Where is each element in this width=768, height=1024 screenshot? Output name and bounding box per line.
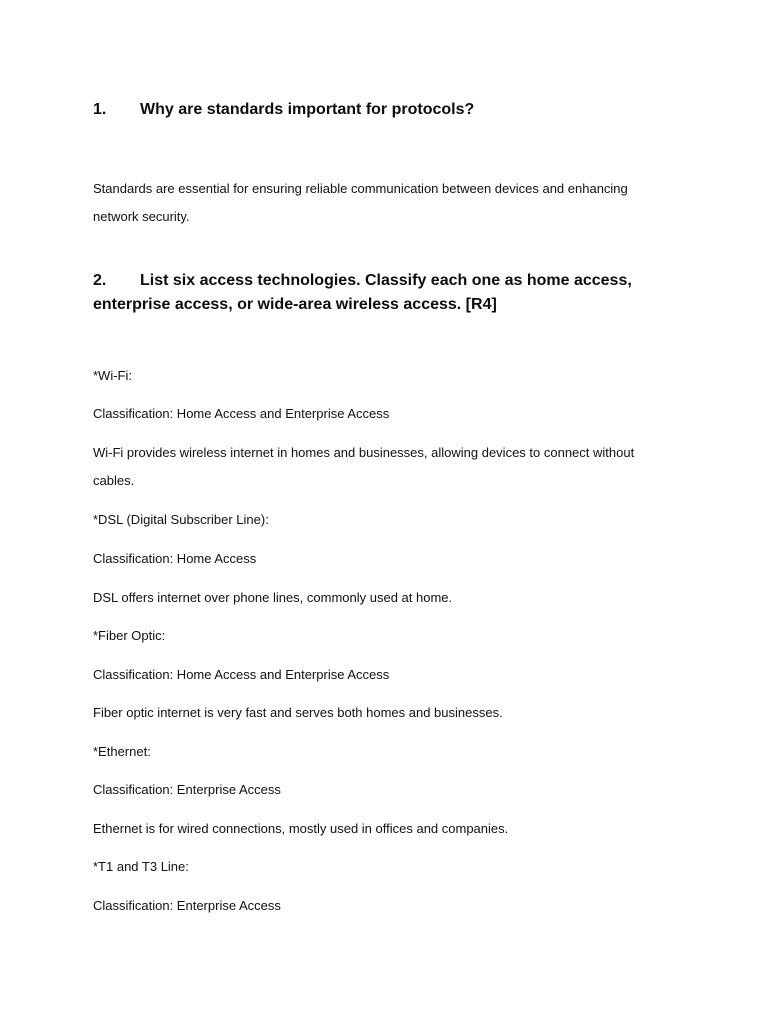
item-dsl-name: *DSL (Digital Subscriber Line):	[93, 512, 269, 527]
item-wifi-classification: Classification: Home Access and Enterprise Access	[93, 406, 390, 421]
item-wifi-description-line-2: cables.	[93, 473, 135, 488]
item-ethernet-description: Ethernet is for wired connections, mostly used in offices and companies.	[93, 821, 509, 836]
answer-1-line-2: network security.	[93, 209, 190, 224]
question-1-heading	[93, 98, 693, 122]
item-t1-t3-name: *T1 and T3 Line:	[93, 859, 189, 874]
item-fiber-classification: Classification: Home Access and Enterprise Access	[93, 667, 390, 682]
item-fiber-description: Fiber optic internet is very fast and serves both homes and businesses.	[93, 705, 503, 720]
question-2-text-line-2: enterprise access, or wide-area wireless access. [R4]	[93, 296, 497, 313]
item-dsl-description: DSL offers internet over phone lines, commonly used at home.	[93, 590, 453, 605]
question-2-heading	[93, 269, 693, 317]
item-fiber-name: *Fiber Optic:	[93, 628, 166, 643]
question-1-number: 1.	[93, 101, 107, 118]
question-2-number: 2.	[93, 272, 107, 289]
item-wifi-name: *Wi-Fi:	[93, 368, 132, 383]
question-2-text-line-1: List six access technologies. Classify each one as home access,	[140, 272, 632, 289]
item-dsl-classification: Classification: Home Access	[93, 551, 257, 566]
item-t1-t3-classification: Classification: Enterprise Access	[93, 898, 281, 913]
question-1-text: Why are standards important for protocols?	[140, 101, 475, 118]
answer-1-line-1: Standards are essential for ensuring reliable communication between devices and enhancing	[93, 181, 628, 196]
item-ethernet-classification: Classification: Enterprise Access	[93, 782, 281, 797]
item-wifi-description-line-1: Wi-Fi provides wireless internet in homes and businesses, allowing devices to connect without	[93, 445, 635, 460]
item-ethernet-name: *Ethernet:	[93, 744, 151, 759]
